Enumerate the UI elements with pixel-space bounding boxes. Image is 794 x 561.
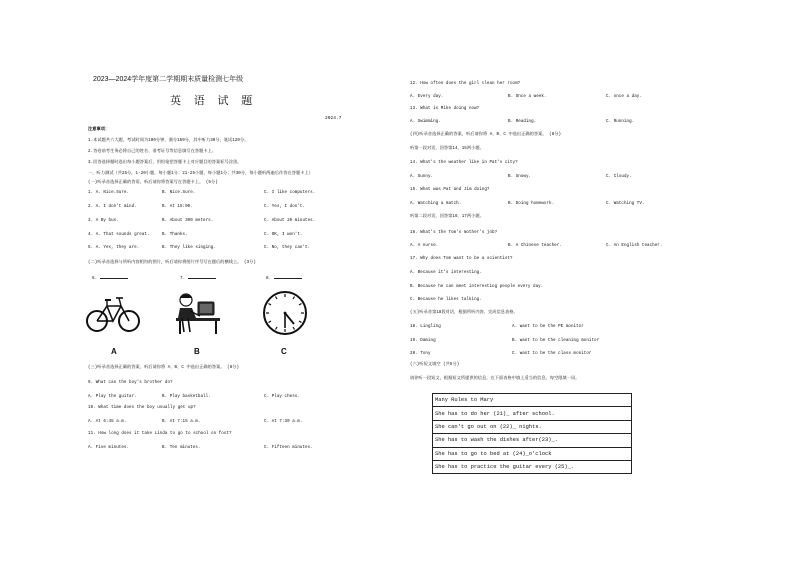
- q16-stem: 16. What's the Tom's mother's job?: [410, 231, 498, 235]
- exam-header: 2023—2024学年度第二学期期末质量检测七年级: [93, 76, 244, 83]
- q13-option-c: C. Running.: [606, 120, 635, 124]
- section-1-heading: 一、听力测试（共25分，1-20小题，每小题1分；21-25小题，每小题1分；共30分，每小题听两遍后作答在答题卡上）: [88, 172, 313, 176]
- pic-question-6: [92, 274, 128, 282]
- part-6-subinstruction: 请你听一段短文，根据短文所提供的信息，在下面表格中填上适当的信息，每空限填一词。: [410, 377, 580, 381]
- match-right-b: B. want to be the cleaning monitor: [512, 339, 600, 343]
- q13-option-b: B. Reading.: [508, 120, 537, 124]
- q9-stem: 9. What can the boy's brother do?: [88, 381, 173, 385]
- bicycle-picture: [85, 292, 141, 334]
- table-title-cell: Many Rules to Mary: [433, 394, 632, 407]
- table-cell: She has to wash the dishes after(23)_.: [433, 434, 632, 447]
- q12-option-c: C. once a day.: [606, 95, 642, 99]
- q10-option-a: A. At 6:45 a.m.: [88, 420, 127, 424]
- part-2-instruction: (二)听录音选择与所听内容相符的图片，听后请你将图片序号写在题后的横线上。 (3分): [88, 261, 256, 265]
- q10-option-c: C. At 7:30 a.m.: [264, 420, 303, 424]
- q11-option-b: B. Ten minutes.: [162, 446, 201, 450]
- q13-option-a: A. Swimming.: [410, 120, 441, 124]
- table-row: [433, 407, 632, 420]
- q2-option-b: B. At 15:00.: [162, 205, 193, 209]
- q17-option-c: C. Because he likes talking.: [410, 298, 482, 302]
- q5-option-c: C. No, they can't.: [264, 246, 311, 250]
- part-1-instruction: (一)听录音选择正确的答语，听后请你将答案写在答题卡上。 (5分): [88, 181, 218, 185]
- q4-option-a: 4. A. That sounds great.: [88, 233, 150, 237]
- match-left-18: 18. Lingling: [410, 325, 441, 329]
- answer-blank: [274, 274, 302, 279]
- picture-label-b: B: [194, 347, 200, 356]
- exam-title: 英 语 试 题: [170, 95, 258, 107]
- q11-option-a: A. Five minutes.: [88, 446, 130, 450]
- q1-option-a: 1. A. Nice.Sure.: [88, 191, 130, 195]
- part-4-instruction: (四)听录音选择正确的答案，听后请你将 A、B、C 中选出正确的答案。 (8分): [410, 133, 562, 137]
- table-cell: She has to go to bed at (24)_o'clock: [433, 447, 632, 460]
- text-1-note: 听第一段对话，回答第14、15两小题。: [410, 147, 484, 151]
- q9-option-b: B. Play basketball.: [162, 395, 211, 399]
- picture-label-c: C: [281, 347, 287, 356]
- notice-1: 1.本试题共六大题，考试时间为100分钟，满分150分，其中听力30分，笔试120分。: [88, 139, 249, 143]
- q14-option-a: A. Sunny.: [410, 175, 434, 179]
- q3-option-c: C. About 20 minutes.: [264, 219, 316, 223]
- pic-question-8-label: 8.: [266, 277, 272, 281]
- q13-stem: 13. What is Mike doing now?: [410, 107, 480, 111]
- q9-option-c: C. Play chess.: [264, 395, 300, 399]
- q9-option-a: A. Play the guitar.: [88, 395, 137, 399]
- q16-option-c: C. An English teacher.: [606, 244, 663, 248]
- q5-option-a: 5. A. Yes, they are.: [88, 246, 140, 250]
- q14-stem: 14. What's the weather like in Pat's city?: [410, 161, 518, 165]
- q14-option-b: B. Snowy.: [508, 175, 532, 179]
- notice-title: 注意事项：: [88, 128, 110, 132]
- text-2-note: 听第二段对话，回答第16、17两小题。: [410, 215, 484, 219]
- q1-option-b: B. Nice.Sure.: [162, 191, 196, 195]
- rules-fill-table: [432, 393, 632, 474]
- exam-date: 2024.7: [325, 116, 342, 121]
- table-row: [433, 460, 632, 473]
- q2-option-a: 2. A. I don't mind.: [88, 205, 137, 209]
- q4-option-c: C. OK, I won't.: [264, 233, 303, 237]
- table-row: [433, 394, 632, 407]
- q3-option-b: B. About 300 meters.: [162, 219, 214, 223]
- picture-label-a: A: [111, 347, 117, 356]
- q17-stem: 17. Why does Tom want to be a scientist?: [410, 257, 513, 261]
- q15-option-c: C. Watching TV.: [606, 202, 645, 206]
- q14-option-c: C. Cloudy.: [606, 175, 632, 179]
- pic-question-7: [180, 274, 216, 282]
- q17-option-b: B. Because he can meet interesting people every day.: [410, 285, 544, 289]
- q16-option-a: A. A nurse.: [410, 244, 439, 248]
- part-3-instruction: (三)听录音选择正确的答案，听后请你将 A、B、C 中选出正确的答案。 (8分): [88, 366, 240, 370]
- q16-option-b: B. A Chinese teacher.: [508, 244, 562, 248]
- answer-blank: [100, 274, 128, 279]
- pic-question-7-label: 7.: [180, 277, 186, 281]
- match-right-c: C. want to be the class monitor: [512, 352, 592, 356]
- part-5-instruction: (五)听录音第18段对话，根据所听内容，完成信息表格。: [410, 311, 518, 315]
- q11-stem: 11. How long does it take Linda to go to school on foot?: [88, 432, 232, 436]
- pic-question-8: [266, 274, 302, 282]
- q11-option-c: C. Fifteen minutes.: [264, 446, 313, 450]
- table-row: [433, 420, 632, 433]
- q1-option-c: C. I like computers.: [264, 191, 316, 195]
- part-6-instruction: (六)听短文填空 (共5分): [410, 363, 460, 367]
- notice-2: 2.答卷前考生务必将自己的姓名、准考证号等信息填写在答题卡上。: [88, 150, 217, 154]
- q17-option-a: A. Because it's interesting.: [410, 271, 482, 275]
- table-row: [433, 447, 632, 460]
- q12-option-b: B. Once a week.: [508, 95, 547, 99]
- clock-picture: [262, 290, 308, 336]
- q10-stem: 10. What time does the boy usually get up?: [88, 406, 196, 410]
- pic-question-6-label: 6.: [92, 277, 98, 281]
- table-cell: She has to practice the guitar every (25)_.: [433, 460, 632, 473]
- match-left-19: 19. Daming: [410, 339, 436, 343]
- q3-option-a: 3. A By bus.: [88, 219, 119, 223]
- q15-stem: 15. What was Pat and Jim doing?: [410, 188, 490, 192]
- q10-option-b: B. At 7:15 a.m.: [162, 420, 201, 424]
- girl-at-computer-picture: [172, 292, 224, 336]
- q15-option-b: B. Doing homework.: [508, 202, 555, 206]
- q12-option-a: A. Every day.: [410, 95, 444, 99]
- table-cell: She can't go out on (22)_ nights.: [433, 420, 632, 433]
- q12-stem: 12. How often does the girl clean her room?: [410, 82, 521, 86]
- table-cell: She has to do her (21)_ after school.: [433, 407, 632, 420]
- q5-option-b: B. They like singing.: [162, 246, 216, 250]
- match-right-a: A. want to be the PE monitor: [512, 325, 584, 329]
- notice-3: 3.回答选择题时选出每小题答案后，用铅笔把答题卡上对应题目的答案标号涂黑。: [88, 161, 242, 165]
- q2-option-c: C. Yes, I don't.: [264, 205, 306, 209]
- table-row: [433, 434, 632, 447]
- answer-blank: [188, 274, 216, 279]
- q15-option-a: A. Watching a match.: [410, 202, 462, 206]
- q4-option-b: B. Thanks.: [162, 233, 188, 237]
- match-left-20: 20. Tony: [410, 352, 431, 356]
